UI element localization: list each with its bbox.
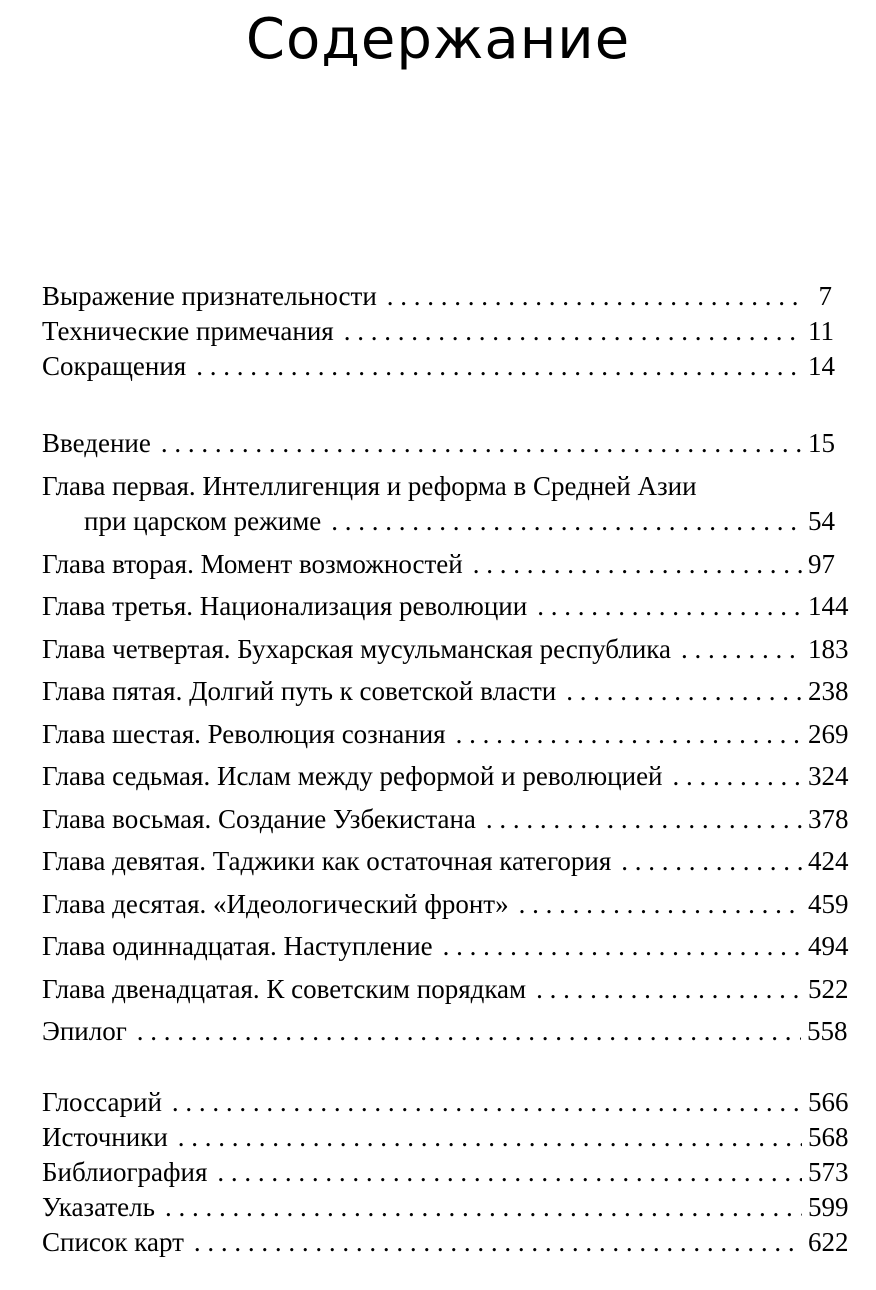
dot-leader [387, 279, 802, 314]
toc-entry-epilogue[interactable] [42, 1014, 848, 1057]
toc-entry-page: 7 [818, 281, 832, 311]
dot-leader [344, 314, 802, 349]
toc-entry-page: 144 [808, 591, 849, 621]
toc-entry-label: Указатель [42, 1191, 155, 1222]
toc-entry-page: 97 [808, 548, 835, 579]
dot-leader [161, 426, 802, 461]
toc-entry[interactable] [42, 1085, 849, 1120]
toc-entry-chapter[interactable] [42, 547, 835, 590]
dot-leader [621, 844, 802, 879]
toc-entry-chapter[interactable] [42, 589, 849, 632]
main-contents-list [42, 426, 849, 1057]
toc-entry-label: Технические примечания [42, 316, 334, 346]
dot-leader [537, 589, 802, 624]
toc-entry-label: Список карт [42, 1226, 184, 1257]
toc-entry-page: 378 [808, 803, 849, 834]
toc-entry-introduction[interactable] [42, 426, 835, 469]
toc-entry[interactable] [42, 1120, 849, 1155]
dot-leader [673, 759, 803, 794]
toc-entry-label-line-2: при царском режиме [84, 505, 322, 536]
toc-entry-chapter[interactable] [42, 802, 849, 845]
toc-entry-page: 494 [808, 931, 849, 961]
toc-entry[interactable] [42, 349, 835, 384]
toc-entry-chapter[interactable] [42, 759, 849, 802]
toc-entry-label: Библиография [42, 1156, 208, 1187]
toc-entry-page: 11 [808, 316, 834, 346]
front-matter-list [42, 279, 835, 384]
dot-leader [681, 632, 802, 667]
toc-entry-page: 183 [808, 633, 849, 664]
dot-leader [566, 674, 802, 709]
dot-leader [473, 547, 802, 582]
toc-entry-label: Глава седьмая. Ислам между реформой и революцией [42, 761, 663, 791]
dot-leader [519, 887, 802, 922]
dot-leader [165, 1190, 802, 1225]
toc-entry-page: 566 [808, 1086, 849, 1117]
toc-entry-page: 459 [808, 888, 849, 919]
dot-leader [196, 349, 802, 384]
dot-leader [172, 1085, 802, 1120]
toc-entry-chapter[interactable] [42, 674, 849, 717]
toc-entry-chapter[interactable] [42, 717, 849, 760]
toc-entry-chapter[interactable] [42, 844, 849, 887]
toc-entry-label: Введение [42, 428, 151, 458]
toc-entry-label: Глава пятая. Долгий путь к советской власти [42, 676, 557, 706]
toc-entry-label: Глава десятая. «Идеологический фронт» [42, 888, 509, 919]
dot-leader [178, 1120, 802, 1155]
toc-entry-label: Источники [42, 1121, 168, 1152]
toc-entry-label: Глава шестая. Революция сознания [42, 718, 446, 749]
toc-entry-page: 599 [807, 1191, 849, 1222]
toc-entry-page: 238 [808, 676, 849, 706]
toc-entry-page: 324 [808, 761, 849, 791]
toc-entry-chapter[interactable] [42, 887, 849, 930]
toc-entry-label: Глава восьмая. Создание Узбекистана [42, 803, 476, 834]
toc-entry-label: Выражение признательности [42, 281, 377, 311]
toc-entry-page: 54 [808, 505, 835, 536]
toc-entry-label: Глава третья. Национализация революции [42, 591, 528, 621]
toc-entry-label: Глоссарий [42, 1086, 162, 1117]
page-title: Содержание [245, 7, 631, 72]
dot-leader [456, 717, 802, 752]
toc-entry-page: 573 [808, 1156, 849, 1187]
toc-entry-label: Эпилог [42, 1016, 127, 1046]
toc-entry-chapter[interactable] [42, 929, 849, 972]
toc-entry-page: 568 [808, 1121, 849, 1152]
toc-entry-page: 15 [808, 428, 835, 458]
dot-leader [137, 1014, 801, 1049]
toc-entry[interactable] [42, 1225, 849, 1260]
toc-entry[interactable] [42, 1190, 849, 1225]
toc-entry-page: 622 [808, 1226, 849, 1257]
toc-entry-page: 424 [808, 846, 849, 876]
dot-leader [217, 1155, 802, 1190]
dot-leader [536, 972, 802, 1007]
dot-leader [331, 504, 802, 539]
toc-entry[interactable] [42, 314, 832, 349]
toc-entry[interactable] [42, 1155, 849, 1190]
table-of-contents [42, 279, 849, 1260]
dot-leader [194, 1225, 802, 1260]
toc-entry-label: Глава одиннадцатая. Наступление [42, 931, 433, 961]
toc-entry-chapter[interactable] [42, 632, 849, 675]
toc-entry-chapter[interactable] [42, 972, 849, 1015]
toc-entry[interactable] [42, 279, 832, 314]
toc-entry-label: Сокращения [42, 351, 187, 381]
dot-leader [443, 929, 802, 964]
toc-entry-page: 269 [808, 718, 849, 749]
toc-entry-label: Глава четвертая. Бухарская мусульманская республика [42, 633, 671, 664]
toc-entry-label-line-1: Глава первая. Интеллигенция и реформа в Средней Азии [42, 470, 697, 501]
toc-entry-page: 522 [808, 973, 849, 1004]
back-matter-list [42, 1085, 849, 1260]
toc-entry-label: Глава двенадцатая. К советским порядкам [42, 973, 527, 1004]
toc-entry-page: 558 [806, 1016, 848, 1046]
dot-leader [486, 802, 802, 837]
toc-entry-label: Глава девятая. Таджики как остаточная категория [42, 846, 612, 876]
toc-entry-label: Глава вторая. Момент возможностей [42, 548, 463, 579]
toc-entry-chapter-1[interactable] [42, 469, 835, 547]
toc-entry-page: 14 [808, 351, 835, 381]
